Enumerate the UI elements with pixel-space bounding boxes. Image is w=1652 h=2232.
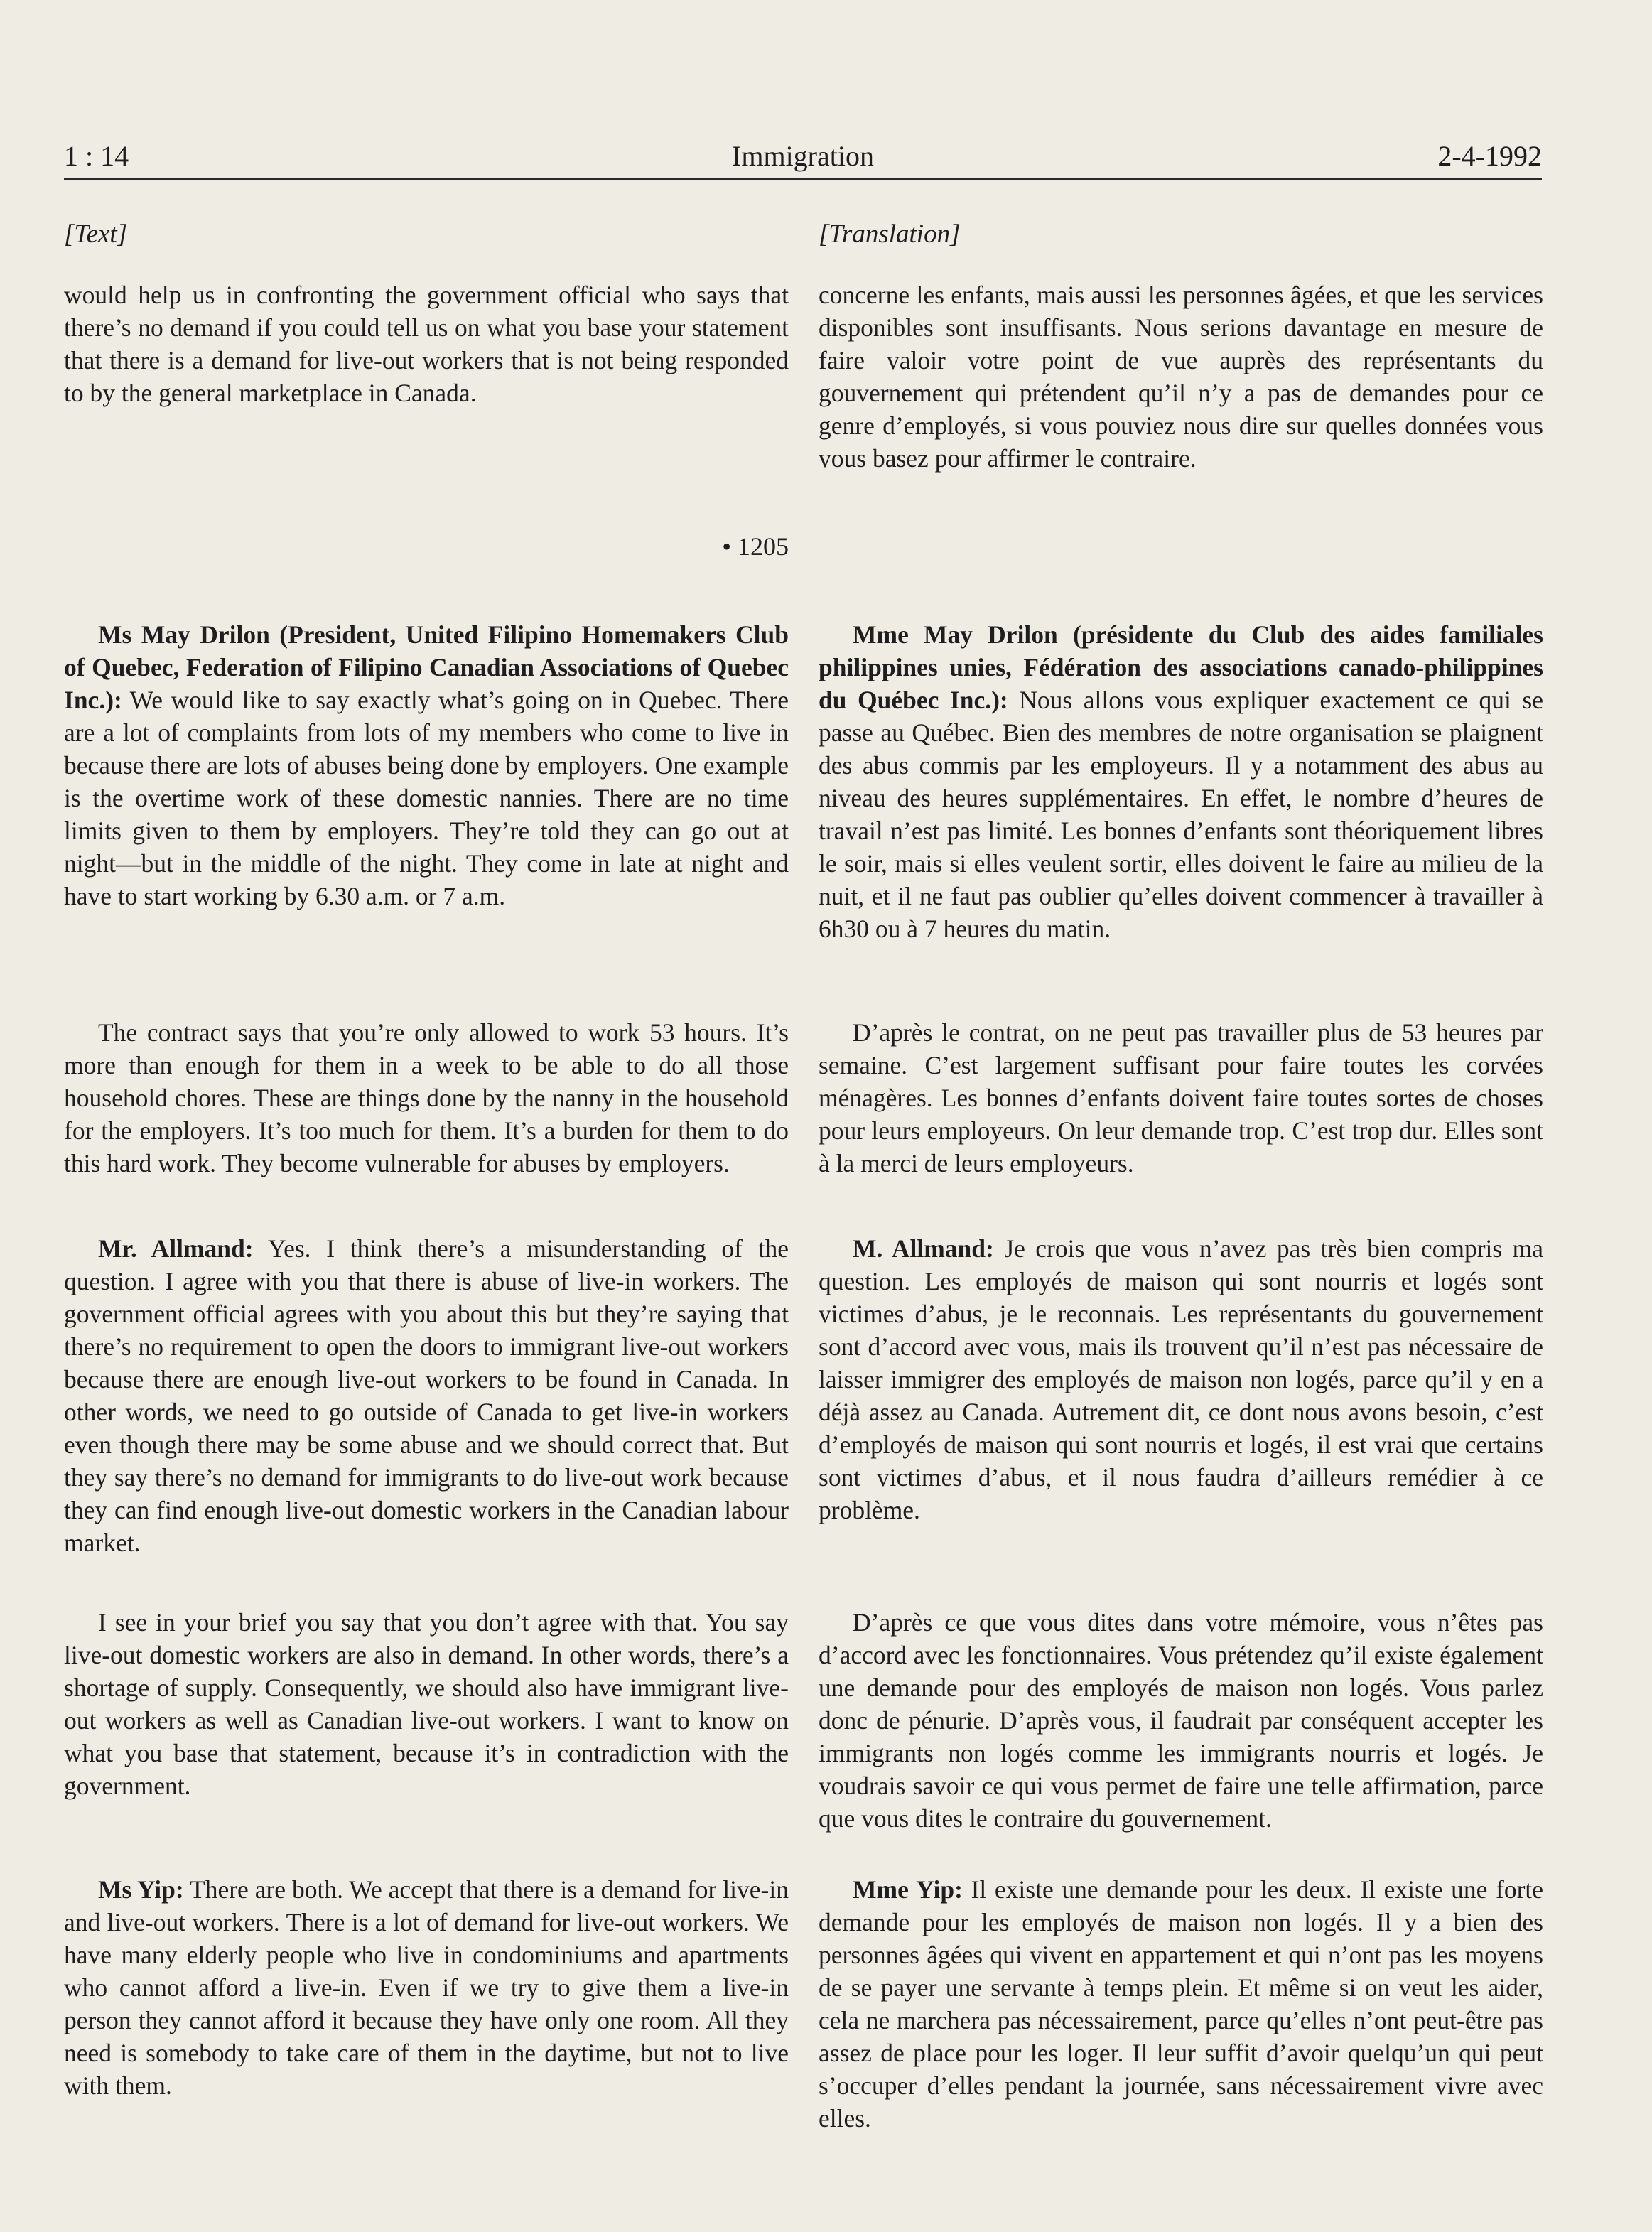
- french-column: [819, 213, 1544, 2133]
- french-paragraph-4: [819, 1232, 1543, 1526]
- english-paragraph-5: I see in your brief you say that you don’t agree with that. You say live-out domestic workers are also in demand. In other words, there’s a shortage of supply. Consequently, we should also have immigrant live-out workers as well as Canadian live-out workers. I want to know on what you base that statement, because it’s in contradiction with the government.: [64, 1608, 789, 1800]
- speech-text: Il existe une demande pour les deux. Il existe une forte demande pour les employés de maison non logés. Il y a bien des personnes âgées qui vivent en appartement et qui n’ont pas les moyens de se payer une servante à temps plein. Et même si on veut les aider, cela ne marchera pas nécessairement, parce qu’elles n’ont peut-être pas assez de place pour les loger. Il leur suffit d’avoir quelqu’un qui peut s’occuper d’elles pendant la journée, sans nécessairement vivre avec elles.: [819, 1875, 1544, 2133]
- french-paragraph-5: D’après ce que vous dites dans votre mémoire, vous n’êtes pas d’accord avec les fonctionnaires. Vous prétendez qu’il existe également une demande pour des employés de maison non logés. Vous parlez donc de pénurie. D’après vous, il faudrait par conséquent accepter les immigrants non logés comme les immigrants nourris et logés. Je voudrais savoir ce qui vous permet de faire une telle affirmation, parce que vous dites le contraire du gouvernement.: [819, 1608, 1543, 1833]
- time-stamp: • 1205: [722, 532, 789, 561]
- page-title: Immigration: [732, 140, 874, 172]
- french-paragraph-1: concerne les enfants, mais aussi les personnes âgées, et que les services disponibles sont insuffisants. Nous serions davantage en mesure de faire valoir votre point de vue auprès des représentants du gouvernement qui prétendent qu’il n’y a pas de demandes pour ce genre d’employés, si vous pouviez nous dire sur quelles données vous vous basez pour affirmer le contraire.: [819, 281, 1543, 473]
- french-paragraph-6: [819, 1873, 1543, 2135]
- page-number: 1 : 14: [64, 140, 129, 172]
- speech-text: There are both. We accept that there is a demand for live-in and live-out workers. There is a lot of demand for live-out workers. We have many elderly people who live in condominiums and apartments who cannot afford a live-in. Even if we try to give them a live-in person they cannot afford it because they have only one room. All they need is somebody to take care of them in the daytime, but not to live with them.: [64, 1875, 789, 2100]
- speaker-name: Mme May Drilon (présidente du Club des aides familiales philippines unies, Fédération des associations canado-philippines du Québec Inc.):: [819, 620, 1543, 714]
- english-paragraph-1: would help us in confronting the government official who says that there’s no demand if you could tell us on what you base your statement that there is a demand for live-out workers that is not being responded to by the general marketplace in Canada.: [64, 281, 789, 407]
- page-date: 2-4-1992: [1437, 140, 1542, 172]
- english-column-tag: [Text]: [64, 220, 128, 249]
- page-header: [64, 135, 1542, 180]
- french-paragraph-2: [819, 618, 1543, 945]
- speaker-name: M. Allmand:: [853, 1234, 994, 1263]
- speech-text: Yes. I think there’s a misunderstanding of the question. I agree with you that there is abuse of live-in workers. The government official agrees with you about this but they’re saying that there’s no requirement to open the doors to immigrant live-out workers because there are enough live-out workers to be found in Canada. In other words, we need to go outside of Canada to get live-in workers even though there may be some abuse and we should correct that. But they say there’s no demand for immigrants to do live-out work because they can find enough live-out domestic workers in the Canadian labour market.: [64, 1234, 789, 1557]
- english-paragraph-3: The contract says that you’re only allowed to work 53 hours. It’s more than enough for them in a week to be able to do all those household chores. These are things done by the nanny in the household for the employers. It’s too much for them. It’s a burden for them to do this hard work. They become vulnerable for abuses by employers.: [64, 1018, 789, 1177]
- english-paragraph-4: [64, 1232, 789, 1559]
- english-paragraph-2: [64, 618, 789, 912]
- speech-text: Je crois que vous n’avez pas très bien compris ma question. Les employés de maison qui sont nourris et logés sont victimes d’abus, je le reconnais. Les représentants du gouvernement sont d’accord avec vous, mais ils trouvent qu’il n’est pas nécessaire de laisser immigrer des employés de maison non logés, parce qu’il y en a déjà assez au Canada. Autrement dit, ce dont nous avons besoin, c’est d’employés de maison qui sont nourris et logés, il est vrai que certains sont victimes d’abus, et il nous faudra d’ailleurs remédier à ce problème.: [819, 1234, 1543, 1524]
- english-paragraph-6: [64, 1873, 789, 2102]
- french-paragraph-3: D’après le contrat, on ne peut pas travailler plus de 53 heures par semaine. C’est largement suffisant pour faire toutes les corvées ménagères. Les bonnes d’enfants doivent faire toutes sortes de choses pour leurs employeurs. On leur demande trop. C’est trop dur. Elles sont à la merci de leurs employeurs.: [819, 1018, 1543, 1177]
- speech-text: Nous allons vous expliquer exactement ce qui se passe au Québec. Bien des membres de notre organisation se plaignent des abus commis par les employeurs. Il y a notamment des abus au niveau des heures supplémentaires. En effet, le nombre d’heures de travail n’est pas limité. Les bonnes d’enfants sont théoriquement libres le soir, mais si elles veulent sortir, elles doivent le faire au milieu de la nuit, et il ne faut pas oublier qu’elles doivent commencer à travailler à 6h30 ou à 7 heures du matin.: [819, 686, 1543, 943]
- speech-text: We would like to say exactly what’s going on in Quebec. There are a lot of complaints from lots of my members who come to live in because there are lots of abuses being done by employers. One example is the overtime work of these domestic nannies. There are no time limits given to them by employers. They’re told they can go out at night—but in the middle of the night. They come in late at night and have to start working by 6.30 a.m. or 7 a.m.: [64, 686, 789, 910]
- speaker-name: Mr. Allmand:: [98, 1234, 254, 1263]
- french-column-tag: [Translation]: [819, 220, 961, 249]
- speaker-name: Mme Yip:: [853, 1875, 963, 1904]
- speaker-name: Ms Yip:: [98, 1875, 184, 1904]
- english-column: [64, 213, 789, 2100]
- speaker-name: Ms May Drilon (President, United Filipino Homemakers Club of Quebec, Federation of Filipino Canadian Associations of Quebec Inc.):: [64, 620, 789, 714]
